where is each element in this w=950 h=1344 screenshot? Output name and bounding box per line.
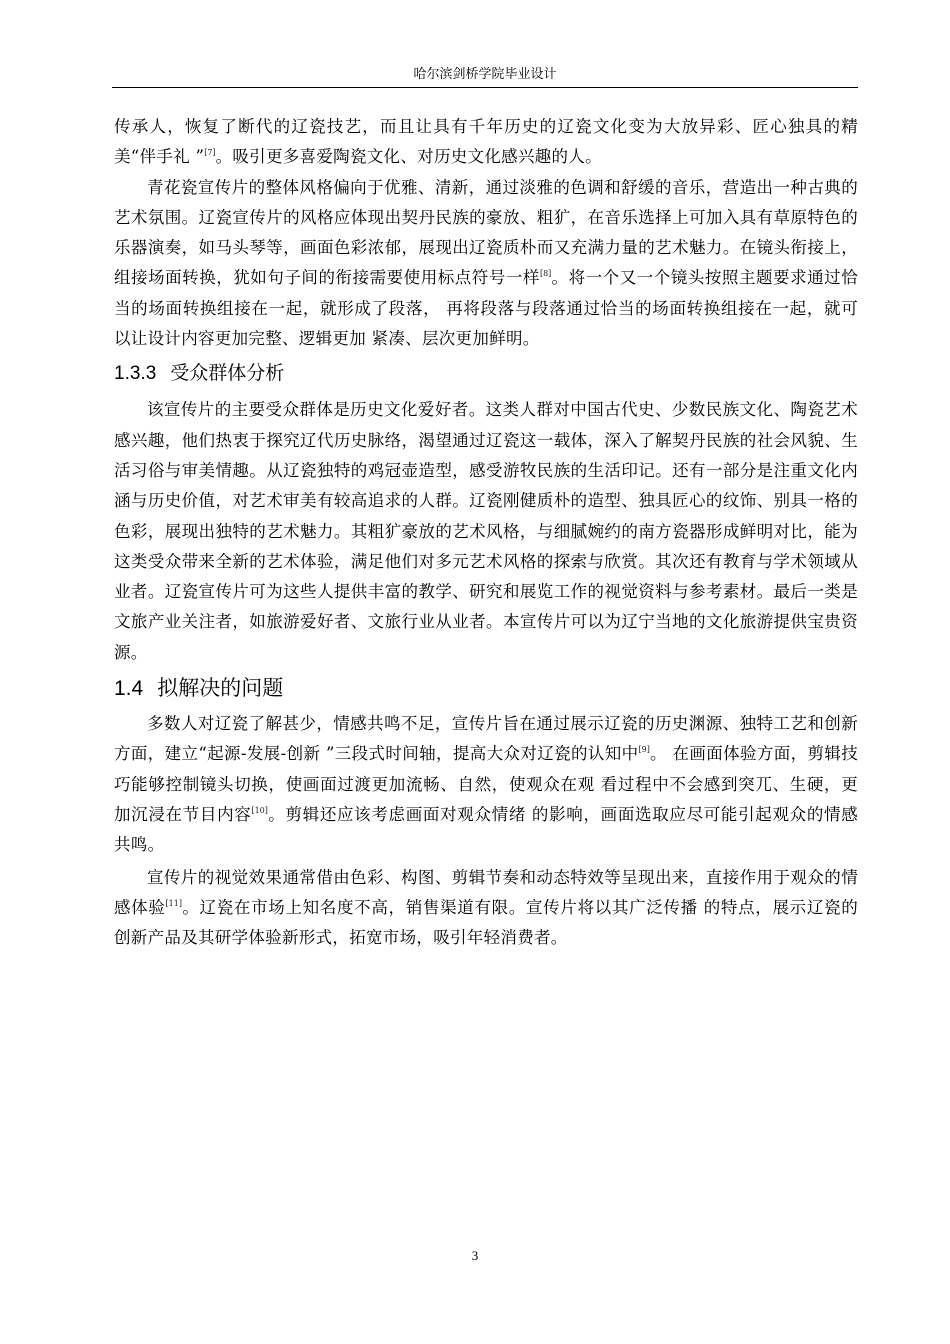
heading-1-3-3-number: 1.3.3 bbox=[114, 363, 157, 385]
paragraph-4 bbox=[114, 709, 858, 860]
paragraph-3 bbox=[114, 395, 858, 668]
heading-1-3-3-title: 受众群体分析 bbox=[170, 362, 285, 385]
paragraph-1-text-a: 传承人，恢复了断代的辽瓷技艺，而且让具有千年历史的辽瓷文化变为大放异彩、匠心独具的精美“伴手礼 ” bbox=[114, 117, 858, 167]
paragraph-1-text-b: 。吸引更多喜爱陶瓷文化、对历史文化感兴趣的人。 bbox=[215, 147, 602, 167]
paragraph-5 bbox=[114, 863, 858, 954]
citation-11: [11] bbox=[165, 898, 182, 908]
page-header: 哈尔滨剑桥学院毕业设计 bbox=[413, 67, 557, 82]
citation-7: [7] bbox=[204, 148, 216, 158]
paragraph-3-text: 该宣传片的主要受众群体是历史文化爱好者。这类人群对中国古代史、少数民族文化、陶瓷艺术感兴趣，他们热衷于探究辽代历史脉络，渴望通过辽瓷这一载体，深入了解契丹民族的社会风貌、生活习俗与审美情趣。从辽瓷独特的鸡冠壶造型，感受游牧民族的生活印记。还有一部分是注重文化内涵与历史价值，对艺术审美有较高追求的人群。辽瓷刚健质朴的造型、独具匠心的纹饰、别具一格的色彩，展现出独特的艺术魅力。其粗犷豪放的艺术风格，与细腻婉约的南方瓷器形成鲜明对比，能为这类受众带来全新的艺术体验，满足他们对多元艺术风格的探索与欣赏。其次还有教育与学术领域从业者。辽瓷宣传片可为这些人提供丰富的教学、研究和展览工作的视觉资料与参考素材。最后一类是文旅产业关注者，如旅游爱好者、文旅行业从业者。本宣传片可以为辽宁当地的文化旅游提供宝贵资源。 bbox=[114, 400, 858, 662]
page-body bbox=[114, 112, 858, 953]
citation-9: [9] bbox=[638, 745, 650, 755]
paragraph-2 bbox=[114, 173, 858, 355]
paragraph-4-text-b: 。 在画面体验方面，剪辑技巧能够控制镜头切换，使画面过渡更加流畅、自然，使观众在观 看过程中不会感到突兀、生硬，更加沉浸在节目内容 bbox=[114, 744, 858, 824]
paragraph-5-text-b: 。辽瓷在市场上知名度不高，销售渠道有限。宣传片将以其广泛传播 的特点，展示辽瓷的创新产品及其研学体验新形式，拓宽市场，吸引年轻消费者。 bbox=[114, 897, 858, 948]
heading-1-4-number: 1.4 bbox=[114, 677, 144, 701]
paragraph-4-text-c: 。剪辑还应该考虑画面对观众情绪 的影响，画面选取应尽可能引起观众的情感共鸣。 bbox=[114, 804, 859, 855]
heading-1-4 bbox=[114, 672, 858, 705]
header-divider bbox=[112, 87, 858, 88]
citation-10: [10] bbox=[251, 805, 268, 815]
paragraph-2-text-a: 青花瓷宣传片的整体风格偏向于优雅、清新，通过淡雅的色调和舒缓的音乐，营造出一种古典的艺术氛围。辽瓷宣传片的风格应体现出契丹民族的豪放、粗犷，在音乐选择上可加入具有草原特色的乐器演奏，如马头琴等，画面色彩浓郁，展现出辽瓷质朴而又充满力量的艺术魅力。在镜头衔接上，组接场面转换，犹如句子间的衔接需要使用标点符号一样 bbox=[114, 177, 858, 288]
heading-1-4-title: 拟解决的问题 bbox=[157, 676, 284, 701]
paragraph-4-text-a: 多数人对辽瓷了解甚少，情感共鸣不足，宣传片旨在通过展示辽瓷的历史渊源、独特工艺和创新方面，建立“起源-发展-创新 ”三段式时间轴，提高大众对辽瓷的认知中 bbox=[114, 714, 858, 764]
paragraph-5-text-a: 宣传片的视觉效果通常借由色彩、构图、剪辑节奏和动态特效等呈现出来，直接作用于观众的情感体验 bbox=[114, 867, 858, 917]
heading-1-3-3 bbox=[114, 358, 858, 389]
paragraph-1 bbox=[114, 112, 858, 173]
page-number: 3 bbox=[471, 1248, 479, 1263]
paragraph-2-text-b: 。将一个又一个镜头按照主题要求通过恰当的场面转换组接在一起，就形成了段落， 再将段落与段落通过恰当的场面转换组接在一起，就可以让设计内容更加完整、逻辑更加 紧凑、层次更加鲜明。 bbox=[114, 268, 859, 349]
citation-8: [8] bbox=[539, 269, 552, 279]
